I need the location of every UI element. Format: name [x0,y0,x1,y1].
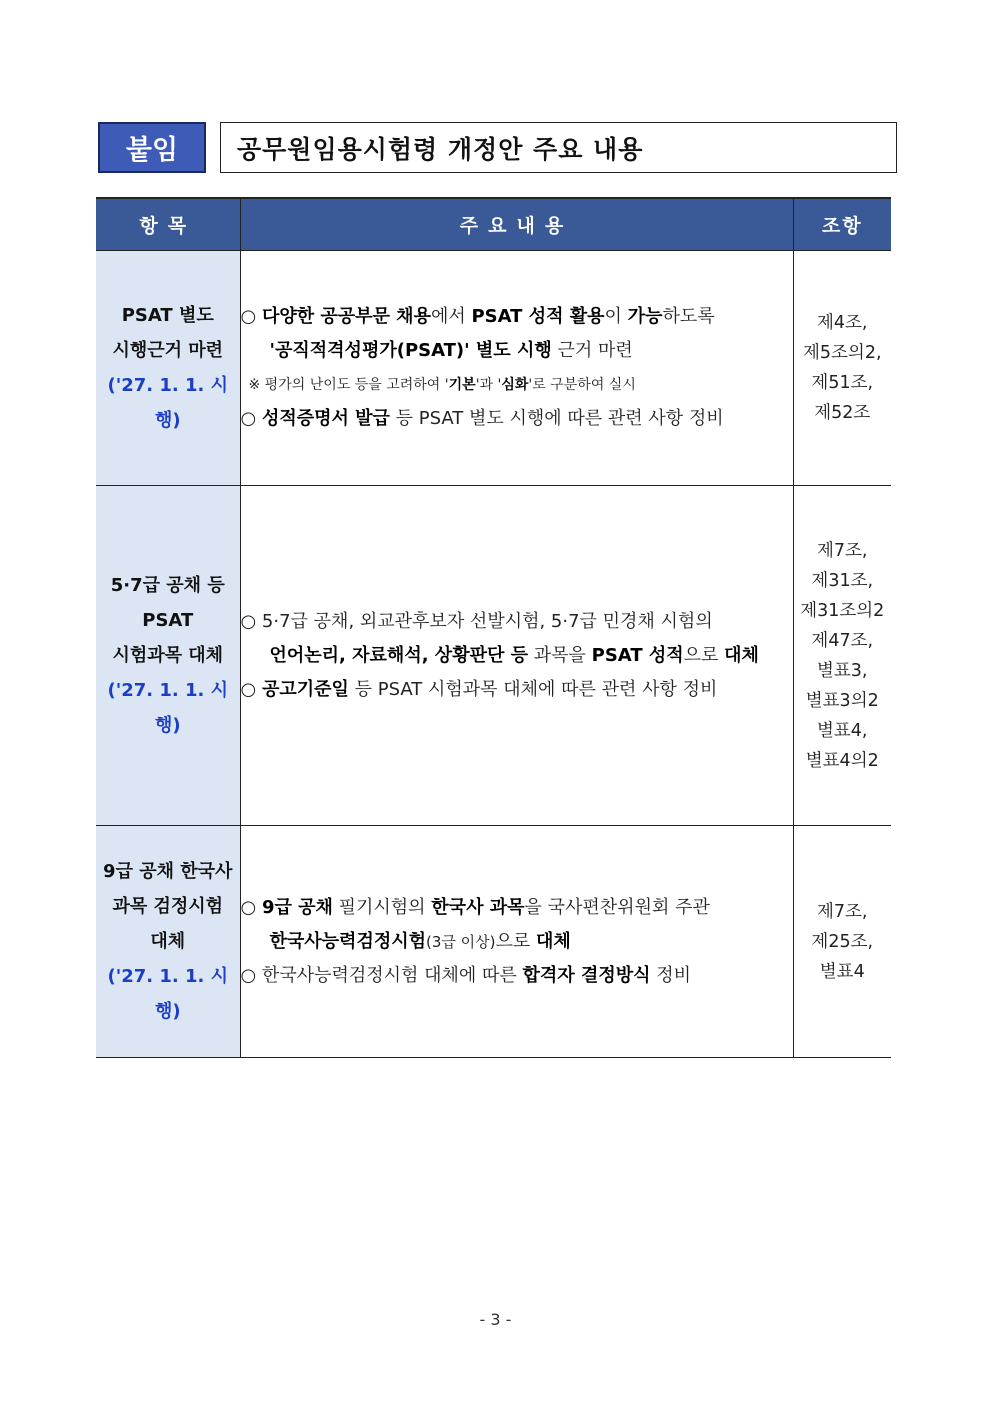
item-line: 5·7급 공채 등 [110,575,225,596]
text-segment: ※ 평가의 난이도 등을 고려하여 ' [248,377,449,393]
text-segment: 등 PSAT 시험과목 대체에 따른 관련 사항 정비 [348,678,718,700]
page-number: - 3 - [479,1310,512,1329]
item-cell [96,826,240,1058]
document-title: 공무원임용시험령 개정안 주요 내용 [220,122,897,173]
effective-date: ('27. 1. 1. 시행) [107,375,229,431]
amendment-table [96,197,891,1058]
title-row [98,122,897,173]
content-cell [240,826,793,1058]
text-segment: 이 [604,306,628,327]
content-line [241,334,793,368]
item-line: 시행근거 마련 [112,340,224,361]
table-row [96,826,891,1058]
item-line: 대체 [150,931,186,952]
text-segment: PSAT 성적 [591,644,684,666]
content-note [241,368,793,402]
effective-date: ('27. 1. 1. 시행) [107,966,229,1022]
table-row [96,486,891,826]
text-segment: ○ 한국사능력검정시험 대체에 따른 [240,964,523,986]
content-line [241,959,793,993]
text-segment: 대체 [724,644,759,666]
text-segment: 대체 [536,930,571,952]
article-ref: 제31조의2 [800,600,885,621]
text-segment: ○ [240,896,262,918]
article-ref: 제7조, [816,540,868,561]
text-segment: 한국사능력검정시험 [269,930,426,952]
text-segment: 기본 [448,377,476,393]
text-segment: (3급 이상) [426,932,496,951]
content-line [241,639,793,673]
text-segment: 심화 [501,377,529,393]
item-cell [96,486,240,826]
item-line: 9급 공채 한국사 [103,861,233,882]
article-ref: 제5조의2, [802,343,882,363]
content-cell [240,251,793,486]
text-segment: PSAT 성적 활용 [471,306,605,327]
text-segment: 으로 [495,930,536,952]
text-segment: '로 구분하여 실시 [528,377,636,393]
attachment-badge: 붙임 [98,122,206,173]
article-ref: 제47조, [811,630,874,651]
table-header-row [96,198,891,251]
article-ref: 별표3, [816,660,868,681]
content-cell [240,486,793,826]
text-segment: 으로 [683,644,725,666]
item-line: 과목 검정시험 [112,896,224,917]
text-segment: 성적증명서 발급 [261,408,390,429]
article-ref: 제7조, [816,901,868,922]
text-segment: 을 국사편찬위원회 주관 [524,896,710,918]
header-content: 주요내용 [240,198,793,251]
text-segment: 에서 [430,306,472,327]
article-ref: 별표4의2 [805,750,879,771]
text-segment: 가능 [627,306,663,327]
text-segment: '공직적격성평가(PSAT)' 별도 시행 [269,340,552,361]
text-segment: 언어논리, 자료해석, 상황판단 등 [269,644,529,666]
article-ref: 제4조, [816,313,868,333]
item-cell [96,251,240,486]
article-ref: 제25조, [811,931,874,952]
article-ref: 제52조 [814,403,871,423]
ref-cell [793,251,891,486]
text-segment: ○ [240,678,262,700]
text-segment: ○ [240,408,262,429]
text-segment: '과 ' [475,377,502,393]
header-ref: 조항 [793,198,891,251]
text-segment: 근거 마련 [551,340,633,361]
table-row [96,251,891,486]
content-line [241,402,793,436]
content-line [241,300,793,334]
text-segment: 공고기준일 [261,678,349,700]
text-segment: 등 PSAT 별도 시행에 따른 관련 사항 정비 [389,408,724,429]
text-segment: 한국사 과목 [431,896,525,918]
ref-cell [793,826,891,1058]
item-line: PSAT [142,610,194,631]
content-line [241,925,793,959]
item-line: PSAT 별도 [121,305,214,326]
content-line [241,891,793,925]
content-line [241,605,793,639]
effective-date: ('27. 1. 1. 시행) [107,680,229,736]
ref-cell [793,486,891,826]
article-ref: 별표4 [819,961,865,982]
text-segment: 정비 [650,964,692,986]
text-segment: ○ [240,306,262,327]
article-ref: 별표3의2 [805,690,879,711]
article-ref: 제51조, [811,373,874,393]
text-segment: 9급 공채 [261,896,333,918]
item-line: 시험과목 대체 [112,645,224,666]
text-segment: ○ 5·7급 공채, 외교관후보자 선발시험, 5·7급 민경채 시험의 [240,610,713,632]
content-line [241,673,793,707]
article-ref: 별표4, [816,720,868,741]
text-segment: 필기시험의 [332,896,432,918]
header-item: 항목 [96,198,240,251]
text-segment: 다양한 공공부문 채용 [261,306,431,327]
text-segment: 하도록 [662,306,715,327]
text-segment: 합격자 결정방식 [522,964,651,986]
text-segment: 과목을 [528,644,592,666]
article-ref: 제31조, [811,570,874,591]
